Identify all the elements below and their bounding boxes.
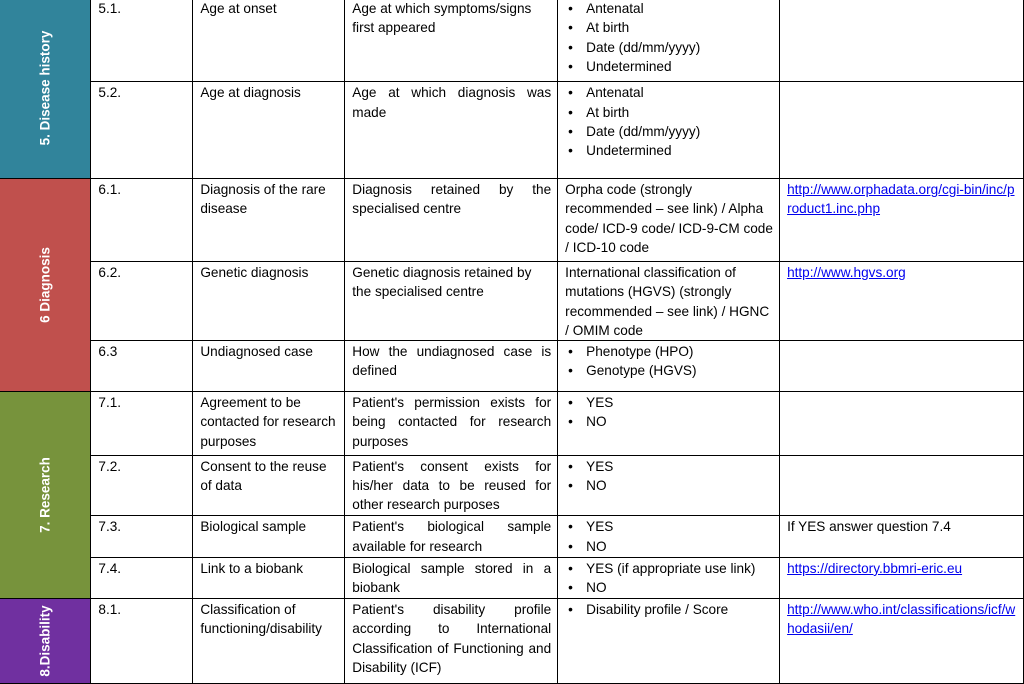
row-values: International classification of mutations (HGVS) (strongly recommended – see link) / HGNC / OMIM code bbox=[558, 262, 780, 341]
list-item: • YES (if appropriate use link) bbox=[565, 559, 773, 578]
row-reference bbox=[780, 179, 1024, 262]
row-item: Biological sample bbox=[193, 516, 345, 557]
list-item: • Undetermined bbox=[565, 141, 773, 160]
row-values bbox=[558, 0, 780, 82]
table-row bbox=[0, 599, 1024, 684]
list-item: • Phenotype (HPO) bbox=[565, 342, 773, 361]
row-values: Orpha code (strongly recommended – see link) / Alpha code/ ICD-9 code/ ICD-9-CM code / ICD-10 code bbox=[558, 179, 780, 262]
section-cell-disability bbox=[0, 599, 91, 684]
row-reference bbox=[780, 557, 1024, 598]
table-row bbox=[0, 179, 1024, 262]
list-item: • Date (dd/mm/yyyy) bbox=[565, 38, 773, 57]
row-reference bbox=[780, 599, 1024, 684]
list-item: • NO bbox=[565, 578, 773, 597]
list-item: • Date (dd/mm/yyyy) bbox=[565, 122, 773, 141]
row-item: Age at onset bbox=[193, 0, 345, 82]
list-item: • Antenatal bbox=[565, 0, 773, 18]
row-values bbox=[558, 455, 780, 516]
row-item: Genetic diagnosis bbox=[193, 262, 345, 341]
section-cell-diagnosis bbox=[0, 179, 91, 392]
row-reference bbox=[780, 341, 1024, 392]
row-item: Consent to the reuse of data bbox=[193, 455, 345, 516]
row-values bbox=[558, 341, 780, 392]
row-item: Link to a biobank bbox=[193, 557, 345, 598]
row-item: Agreement to be contacted for research purposes bbox=[193, 392, 345, 456]
list-item: • Genotype (HGVS) bbox=[565, 361, 773, 380]
reference-link[interactable]: http://www.who.int/classifications/icf/whodasii/en/ bbox=[787, 602, 1016, 637]
section-label-research: 7. Research bbox=[37, 457, 53, 534]
row-description: How the undiagnosed case is defined bbox=[345, 341, 558, 392]
list-item: • NO bbox=[565, 476, 773, 495]
row-description: Age at which symptoms/signs first appeared bbox=[345, 0, 558, 82]
row-description: Genetic diagnosis retained by the specialised centre bbox=[345, 262, 558, 341]
table-row bbox=[0, 557, 1024, 598]
row-description: Patient's permission exists for being contacted for research purposes bbox=[345, 392, 558, 456]
list-item: • At birth bbox=[565, 103, 773, 122]
list-item: • YES bbox=[565, 393, 773, 412]
row-values bbox=[558, 82, 780, 179]
row-description: Patient's biological sample available for research bbox=[345, 516, 558, 557]
list-item: • NO bbox=[565, 537, 773, 556]
row-description: Patient's consent exists for his/her data to be reused for other research purposes bbox=[345, 455, 558, 516]
list-item: • Antenatal bbox=[565, 83, 773, 102]
table-row bbox=[0, 0, 1024, 82]
row-values bbox=[558, 392, 780, 456]
section-label-disease-history: 5. Disease history bbox=[37, 30, 53, 146]
row-values bbox=[558, 599, 780, 684]
row-description: Diagnosis retained by the specialised centre bbox=[345, 179, 558, 262]
row-number: 6.2. bbox=[91, 262, 193, 341]
list-item: • Disability profile / Score bbox=[565, 600, 773, 619]
row-reference bbox=[780, 0, 1024, 82]
row-item: Classification of functioning/disability bbox=[193, 599, 345, 684]
row-reference: If YES answer question 7.4 bbox=[780, 516, 1024, 557]
row-number: 6.3 bbox=[91, 341, 193, 392]
reference-link[interactable]: http://www.orphadata.org/cgi-bin/inc/product1.inc.php bbox=[787, 182, 1015, 217]
reference-link[interactable]: https://directory.bbmri-eric.eu bbox=[787, 560, 963, 576]
list-item: • YES bbox=[565, 517, 773, 536]
table-row bbox=[0, 341, 1024, 392]
row-values bbox=[558, 557, 780, 598]
table-row bbox=[0, 392, 1024, 456]
row-number: 7.1. bbox=[91, 392, 193, 456]
section-cell-research bbox=[0, 392, 91, 599]
row-reference bbox=[780, 262, 1024, 341]
section-label-diagnosis: 6 Diagnosis bbox=[37, 247, 53, 323]
list-item: • At birth bbox=[565, 18, 773, 37]
row-description: Biological sample stored in a biobank bbox=[345, 557, 558, 598]
row-number: 8.1. bbox=[91, 599, 193, 684]
table-row bbox=[0, 82, 1024, 179]
table-row bbox=[0, 262, 1024, 341]
list-item: • Undetermined bbox=[565, 57, 773, 76]
row-description: Patient's disability profile according to International Classification of Functioning and Disability (ICF) bbox=[345, 599, 558, 684]
row-number: 7.4. bbox=[91, 557, 193, 598]
table-row bbox=[0, 455, 1024, 516]
row-reference bbox=[780, 392, 1024, 456]
row-description: Age at which diagnosis was made bbox=[345, 82, 558, 179]
row-number: 5.2. bbox=[91, 82, 193, 179]
row-reference bbox=[780, 455, 1024, 516]
row-number: 6.1. bbox=[91, 179, 193, 262]
row-item: Undiagnosed case bbox=[193, 341, 345, 392]
row-number: 7.2. bbox=[91, 455, 193, 516]
section-label-disability: 8.Disability bbox=[37, 605, 53, 677]
row-item: Age at diagnosis bbox=[193, 82, 345, 179]
row-reference bbox=[780, 82, 1024, 179]
table-row bbox=[0, 516, 1024, 557]
row-item: Diagnosis of the rare disease bbox=[193, 179, 345, 262]
reference-link[interactable]: http://www.hgvs.org bbox=[787, 265, 906, 280]
row-number: 7.3. bbox=[91, 516, 193, 557]
list-item: • NO bbox=[565, 412, 773, 431]
row-values bbox=[558, 516, 780, 557]
row-number: 5.1. bbox=[91, 0, 193, 82]
section-cell-disease-history bbox=[0, 0, 91, 179]
list-item: • YES bbox=[565, 457, 773, 476]
